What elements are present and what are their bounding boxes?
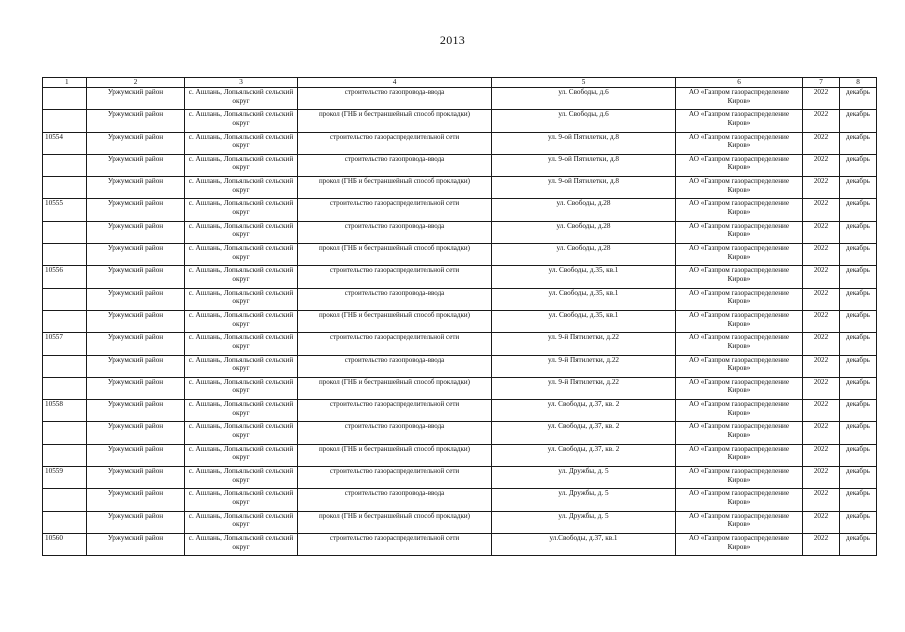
year-cell: 2022: [803, 199, 840, 221]
settlement-cell: с. Ашлань, Лопьяльский сельский округ: [185, 467, 298, 489]
row-number-cell: 10558: [43, 400, 87, 422]
address-cell: ул. Дружбы, д. 5: [492, 511, 676, 533]
work-type-cell: строительство газопровода-ввода: [298, 422, 492, 444]
row-number-cell: 10556: [43, 266, 87, 288]
district-cell: Уржумский район: [87, 177, 185, 199]
address-cell: ул. Дружбы, д. 5: [492, 467, 676, 489]
district-cell: Уржумский район: [87, 355, 185, 377]
address-cell: ул. Свободы, д.37, кв. 2: [492, 400, 676, 422]
address-cell: ул. 9-ой Пятилетки, д.8: [492, 154, 676, 176]
row-number-cell: [43, 310, 87, 332]
work-type-cell: строительство газопровода-ввода: [298, 288, 492, 310]
table-row: [43, 310, 877, 332]
table-row: [43, 333, 877, 355]
settlement-cell: с. Ашлань, Лопьяльский сельский округ: [185, 400, 298, 422]
table-row: [43, 244, 877, 266]
organization-cell: АО «Газпром газораспределение Киров»: [676, 511, 803, 533]
month-cell: декабрь: [840, 132, 877, 154]
year-cell: 2022: [803, 244, 840, 266]
organization-cell: АО «Газпром газораспределение Киров»: [676, 221, 803, 243]
address-cell: ул. 9-й Пятилетки, д.22: [492, 355, 676, 377]
year-cell: 2022: [803, 110, 840, 132]
table-row: [43, 88, 877, 110]
address-cell: ул. Свободы, д.28: [492, 221, 676, 243]
month-cell: декабрь: [840, 467, 877, 489]
year-cell: 2022: [803, 489, 840, 511]
year-cell: 2022: [803, 266, 840, 288]
address-cell: ул. Свободы, д.6: [492, 88, 676, 110]
settlement-cell: с. Ашлань, Лопьяльский сельский округ: [185, 221, 298, 243]
column-header: 5: [492, 78, 676, 88]
column-header: 3: [185, 78, 298, 88]
settlement-cell: с. Ашлань, Лопьяльский сельский округ: [185, 377, 298, 399]
month-cell: декабрь: [840, 333, 877, 355]
table-row: [43, 422, 877, 444]
district-cell: Уржумский район: [87, 266, 185, 288]
district-cell: Уржумский район: [87, 244, 185, 266]
year-cell: 2022: [803, 400, 840, 422]
district-cell: Уржумский район: [87, 511, 185, 533]
row-number-cell: [43, 377, 87, 399]
row-number-cell: [43, 154, 87, 176]
work-type-cell: прокол (ГНБ и бестраншейный способ прокладки): [298, 444, 492, 466]
work-type-cell: прокол (ГНБ и бестраншейный способ прокладки): [298, 110, 492, 132]
month-cell: декабрь: [840, 377, 877, 399]
table-row: [43, 400, 877, 422]
address-cell: ул. 9-й Пятилетки, д.22: [492, 377, 676, 399]
table-row: [43, 221, 877, 243]
month-cell: декабрь: [840, 244, 877, 266]
table-header: [43, 78, 877, 88]
work-type-cell: строительство газораспределительной сети: [298, 533, 492, 555]
settlement-cell: с. Ашлань, Лопьяльский сельский округ: [185, 199, 298, 221]
row-number-cell: [43, 177, 87, 199]
district-cell: Уржумский район: [87, 377, 185, 399]
row-number-cell: [43, 244, 87, 266]
settlement-cell: с. Ашлань, Лопьяльский сельский округ: [185, 110, 298, 132]
address-cell: ул. 9-ой Пятилетки, д.8: [492, 177, 676, 199]
work-type-cell: строительство газопровода-ввода: [298, 221, 492, 243]
organization-cell: АО «Газпром газораспределение Киров»: [676, 333, 803, 355]
district-cell: Уржумский район: [87, 110, 185, 132]
month-cell: декабрь: [840, 310, 877, 332]
district-cell: Уржумский район: [87, 199, 185, 221]
table-body: [43, 88, 877, 556]
organization-cell: АО «Газпром газораспределение Киров»: [676, 110, 803, 132]
month-cell: декабрь: [840, 154, 877, 176]
work-type-cell: прокол (ГНБ и бестраншейный способ прокладки): [298, 244, 492, 266]
page-number: 2013: [439, 33, 466, 47]
organization-cell: АО «Газпром газораспределение Киров»: [676, 489, 803, 511]
settlement-cell: с. Ашлань, Лопьяльский сельский округ: [185, 444, 298, 466]
settlement-cell: с. Ашлань, Лопьяльский сельский округ: [185, 132, 298, 154]
row-number-cell: 10554: [43, 132, 87, 154]
address-cell: ул. Свободы, д.28: [492, 244, 676, 266]
column-header: 6: [676, 78, 803, 88]
year-cell: 2022: [803, 88, 840, 110]
organization-cell: АО «Газпром газораспределение Киров»: [676, 400, 803, 422]
row-number-cell: [43, 511, 87, 533]
address-cell: ул. Дружбы, д. 5: [492, 489, 676, 511]
district-cell: Уржумский район: [87, 444, 185, 466]
month-cell: декабрь: [840, 266, 877, 288]
work-type-cell: строительство газораспределительной сети: [298, 333, 492, 355]
work-type-cell: строительство газораспределительной сети: [298, 132, 492, 154]
district-cell: Уржумский район: [87, 400, 185, 422]
row-number-cell: 10555: [43, 199, 87, 221]
table-row: [43, 444, 877, 466]
row-number-cell: [43, 444, 87, 466]
year-cell: 2022: [803, 154, 840, 176]
year-cell: 2022: [803, 333, 840, 355]
address-cell: ул. Свободы, д.28: [492, 199, 676, 221]
column-header: 8: [840, 78, 877, 88]
work-type-cell: строительство газораспределительной сети: [298, 400, 492, 422]
district-cell: Уржумский район: [87, 489, 185, 511]
organization-cell: АО «Газпром газораспределение Киров»: [676, 154, 803, 176]
work-type-cell: строительство газопровода-ввода: [298, 355, 492, 377]
organization-cell: АО «Газпром газораспределение Киров»: [676, 422, 803, 444]
year-cell: 2022: [803, 288, 840, 310]
work-type-cell: строительство газопровода-ввода: [298, 154, 492, 176]
table-row: [43, 110, 877, 132]
work-type-cell: прокол (ГНБ и бестраншейный способ прокладки): [298, 511, 492, 533]
table-row: [43, 266, 877, 288]
settlement-cell: с. Ашлань, Лопьяльский сельский округ: [185, 88, 298, 110]
column-header: 1: [43, 78, 87, 88]
settlement-cell: с. Ашлань, Лопьяльский сельский округ: [185, 355, 298, 377]
month-cell: декабрь: [840, 511, 877, 533]
organization-cell: АО «Газпром газораспределение Киров»: [676, 355, 803, 377]
settlement-cell: с. Ашлань, Лопьяльский сельский округ: [185, 266, 298, 288]
table-row: [43, 467, 877, 489]
settlement-cell: с. Ашлань, Лопьяльский сельский округ: [185, 333, 298, 355]
work-type-cell: строительство газопровода-ввода: [298, 489, 492, 511]
settlement-cell: с. Ашлань, Лопьяльский сельский округ: [185, 310, 298, 332]
address-cell: ул. 9-ой Пятилетки, д.8: [492, 132, 676, 154]
table-row: [43, 132, 877, 154]
row-number-cell: [43, 288, 87, 310]
year-cell: 2022: [803, 177, 840, 199]
month-cell: декабрь: [840, 221, 877, 243]
row-number-cell: [43, 88, 87, 110]
year-cell: 2022: [803, 422, 840, 444]
month-cell: декабрь: [840, 110, 877, 132]
table-row: [43, 533, 877, 555]
settlement-cell: с. Ашлань, Лопьяльский сельский округ: [185, 154, 298, 176]
address-cell: ул. Свободы, д.37, кв. 2: [492, 444, 676, 466]
month-cell: декабрь: [840, 177, 877, 199]
month-cell: декабрь: [840, 422, 877, 444]
address-cell: ул.Свободы, д.37, кв.1: [492, 533, 676, 555]
year-cell: 2022: [803, 511, 840, 533]
district-cell: Уржумский район: [87, 132, 185, 154]
settlement-cell: с. Ашлань, Лопьяльский сельский округ: [185, 511, 298, 533]
work-type-cell: строительство газораспределительной сети: [298, 467, 492, 489]
year-cell: 2022: [803, 533, 840, 555]
organization-cell: АО «Газпром газораспределение Киров»: [676, 467, 803, 489]
month-cell: декабрь: [840, 199, 877, 221]
month-cell: декабрь: [840, 533, 877, 555]
organization-cell: АО «Газпром газораспределение Киров»: [676, 177, 803, 199]
district-cell: Уржумский район: [87, 310, 185, 332]
year-cell: 2022: [803, 467, 840, 489]
settlement-cell: с. Ашлань, Лопьяльский сельский округ: [185, 244, 298, 266]
address-cell: ул. Свободы, д.35, кв.1: [492, 310, 676, 332]
organization-cell: АО «Газпром газораспределение Киров»: [676, 310, 803, 332]
row-number-cell: [43, 422, 87, 444]
year-cell: 2022: [803, 310, 840, 332]
year-cell: 2022: [803, 355, 840, 377]
year-cell: 2022: [803, 377, 840, 399]
organization-cell: АО «Газпром газораспределение Киров»: [676, 288, 803, 310]
header-row: [43, 78, 877, 88]
row-number-cell: 10557: [43, 333, 87, 355]
organization-cell: АО «Газпром газораспределение Киров»: [676, 377, 803, 399]
row-number-cell: [43, 110, 87, 132]
work-type-cell: строительство газораспределительной сети: [298, 199, 492, 221]
organization-cell: АО «Газпром газораспределение Киров»: [676, 244, 803, 266]
work-type-cell: прокол (ГНБ и бестраншейный способ прокладки): [298, 177, 492, 199]
organization-cell: АО «Газпром газораспределение Киров»: [676, 266, 803, 288]
year-cell: 2022: [803, 132, 840, 154]
table-row: [43, 377, 877, 399]
table-row: [43, 489, 877, 511]
row-number-cell: [43, 355, 87, 377]
month-cell: декабрь: [840, 288, 877, 310]
table-row: [43, 177, 877, 199]
column-header: 7: [803, 78, 840, 88]
row-number-cell: [43, 489, 87, 511]
work-type-cell: прокол (ГНБ и бестраншейный способ прокладки): [298, 310, 492, 332]
month-cell: декабрь: [840, 489, 877, 511]
district-cell: Уржумский район: [87, 533, 185, 555]
address-cell: ул. Свободы, д.6: [492, 110, 676, 132]
work-type-cell: прокол (ГНБ и бестраншейный способ прокладки): [298, 377, 492, 399]
organization-cell: АО «Газпром газораспределение Киров»: [676, 88, 803, 110]
organization-cell: АО «Газпром газораспределение Киров»: [676, 533, 803, 555]
settlement-cell: с. Ашлань, Лопьяльский сельский округ: [185, 533, 298, 555]
column-header: 4: [298, 78, 492, 88]
address-cell: ул. Свободы, д.35, кв.1: [492, 266, 676, 288]
district-cell: Уржумский район: [87, 333, 185, 355]
work-type-cell: строительство газопровода-ввода: [298, 88, 492, 110]
registry-table: [42, 77, 877, 556]
month-cell: декабрь: [840, 88, 877, 110]
column-header: 2: [87, 78, 185, 88]
row-number-cell: 10559: [43, 467, 87, 489]
table-row: [43, 199, 877, 221]
district-cell: Уржумский район: [87, 422, 185, 444]
year-cell: 2022: [803, 444, 840, 466]
settlement-cell: с. Ашлань, Лопьяльский сельский округ: [185, 288, 298, 310]
district-cell: Уржумский район: [87, 288, 185, 310]
district-cell: Уржумский район: [87, 88, 185, 110]
row-number-cell: [43, 221, 87, 243]
work-type-cell: строительство газораспределительной сети: [298, 266, 492, 288]
table-row: [43, 355, 877, 377]
table-row: [43, 288, 877, 310]
organization-cell: АО «Газпром газораспределение Киров»: [676, 444, 803, 466]
settlement-cell: с. Ашлань, Лопьяльский сельский округ: [185, 489, 298, 511]
district-cell: Уржумский район: [87, 467, 185, 489]
settlement-cell: с. Ашлань, Лопьяльский сельский округ: [185, 177, 298, 199]
table-row: [43, 511, 877, 533]
organization-cell: АО «Газпром газораспределение Киров»: [676, 132, 803, 154]
address-cell: ул. Свободы, д.37, кв. 2: [492, 422, 676, 444]
month-cell: декабрь: [840, 355, 877, 377]
settlement-cell: с. Ашлань, Лопьяльский сельский округ: [185, 422, 298, 444]
organization-cell: АО «Газпром газораспределение Киров»: [676, 199, 803, 221]
table-row: [43, 154, 877, 176]
address-cell: ул. Свободы, д.35, кв.1: [492, 288, 676, 310]
year-cell: 2022: [803, 221, 840, 243]
month-cell: декабрь: [840, 400, 877, 422]
month-cell: декабрь: [840, 444, 877, 466]
row-number-cell: 10560: [43, 533, 87, 555]
district-cell: Уржумский район: [87, 154, 185, 176]
district-cell: Уржумский район: [87, 221, 185, 243]
address-cell: ул. 9-й Пятилетки, д.22: [492, 333, 676, 355]
